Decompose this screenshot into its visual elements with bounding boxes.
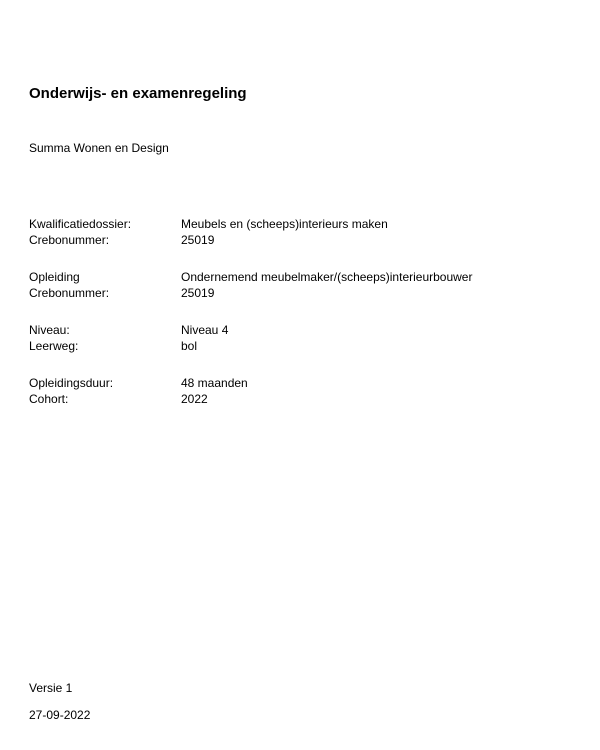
- crebo-number-value: 25019: [181, 233, 215, 247]
- page-title: Onderwijs- en examenregeling: [29, 85, 247, 102]
- info-section: [29, 216, 569, 428]
- info-group-qualification: [29, 216, 569, 248]
- level-label: Niveau:: [29, 323, 70, 337]
- cohort-label: Cohort:: [29, 392, 69, 406]
- qualification-dossier-label: Kwalificatiedossier:: [29, 217, 132, 231]
- info-row: [29, 391, 569, 407]
- learning-path-value: bol: [181, 339, 198, 353]
- duration-label: Opleidingsduur:: [29, 376, 114, 390]
- info-row: [29, 285, 569, 301]
- info-row: [29, 232, 569, 248]
- institution-name: Summa Wonen en Design: [29, 141, 169, 155]
- program-label: Opleiding: [29, 270, 80, 284]
- info-row: [29, 322, 569, 338]
- info-group-level: [29, 322, 569, 354]
- date-text: 27-09-2022: [29, 708, 91, 722]
- crebo-number-label: Crebonummer:: [29, 286, 110, 300]
- info-row: [29, 375, 569, 391]
- crebo-number-label: Crebonummer:: [29, 233, 110, 247]
- info-row: [29, 269, 569, 285]
- info-group-program: [29, 269, 569, 301]
- cohort-value: 2022: [181, 392, 208, 406]
- info-group-duration: [29, 375, 569, 407]
- version-text: Versie 1: [29, 681, 73, 695]
- learning-path-label: Leerweg:: [29, 339, 79, 353]
- info-row: [29, 216, 569, 232]
- duration-value: 48 maanden: [181, 376, 248, 390]
- qualification-dossier-value: Meubels en (scheeps)interieurs maken: [181, 217, 388, 231]
- crebo-number-value: 25019: [181, 286, 215, 300]
- info-row: [29, 338, 569, 354]
- level-value: Niveau 4: [181, 323, 229, 337]
- program-value: Ondernemend meubelmaker/(scheeps)interieurbouwer: [181, 270, 473, 284]
